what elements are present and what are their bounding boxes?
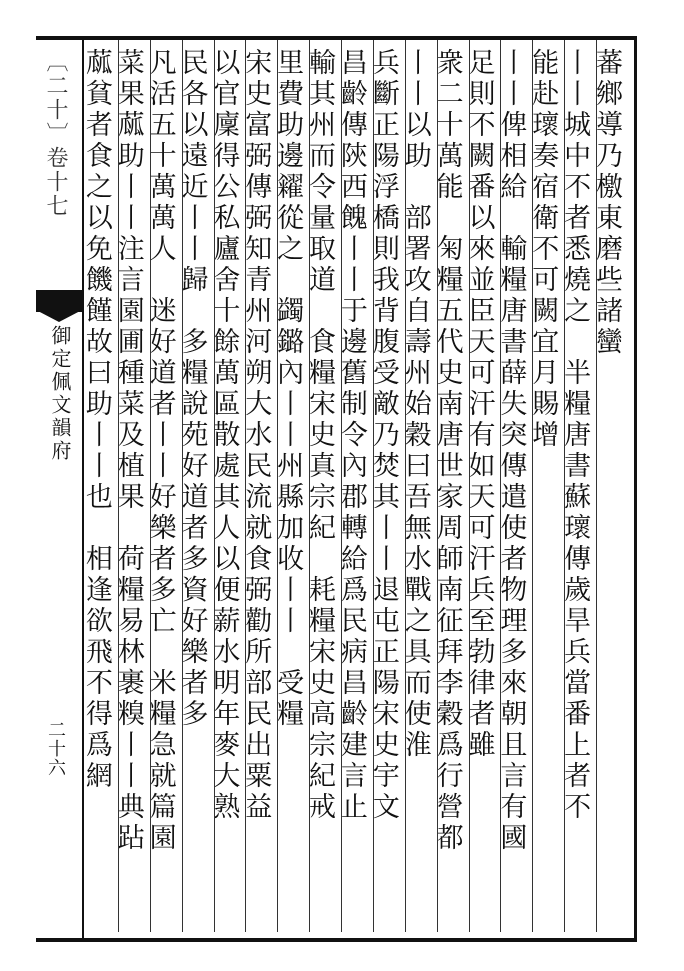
text-column: 宋史富弼傳弼知青州河朔大水民流就食弼勸所部民出粟益	[240, 48, 272, 823]
text-column: 輸其州而令量取道 食糧宋史真宗紀 耗糧宋史高宗紀戒	[304, 48, 336, 823]
text-column: 丨丨俾相給 輸糧唐書薛失突傳遣使者物理多來朝且言有國	[495, 48, 527, 854]
page-number: 二十六	[45, 720, 66, 777]
text-column: 足則不闕番以來並臣天可汗有如天可汗兵至勃律者雖	[463, 48, 495, 761]
text-column: 丨丨城中不者悉燒之 半糧唐書蘇瓌傳歲旱兵當番上者不	[559, 48, 591, 823]
column-rule	[309, 40, 310, 932]
text-column: 凡活五十萬萬人 迷好道者丨丨好樂者多亡 米糧急就篇園	[144, 48, 176, 854]
column-rule	[118, 40, 119, 932]
column-rule	[500, 40, 501, 932]
column-rule	[341, 40, 342, 932]
column-rule	[277, 40, 278, 932]
column-rule	[182, 40, 183, 932]
column-rule	[469, 40, 470, 932]
text-column: 民各以遠近丨丨歸 多糧說苑好道者多資好樂者多	[176, 48, 208, 730]
text-column: 丨丨以助 部署攻自壽州始穀曰吾無水戰之具而使淮	[399, 48, 431, 761]
text-column: 昌齡傳陝西餽丨丨于邊舊制令內郡轉給爲民病昌齡建言止	[335, 48, 367, 823]
text-column: 里費助邊糴從之 蠲鏴內丨丨州縣加收丨丨 受糧	[272, 48, 304, 730]
text-column: 蕃鄉導乃檄東磨些諸蠻	[590, 48, 622, 358]
text-column: 菜果蓏助丨丨注言園圃種菜及植果 荷糧易林裹糗丨丨典跕	[112, 48, 144, 854]
book-title: 御定佩文韻府	[48, 325, 72, 463]
text-column: 兵斷正陽浮橋則我背腹受敵乃焚其丨丨退屯正陽宋史宇文	[367, 48, 399, 823]
column-rule	[405, 40, 406, 932]
text-column: 能赴瓌奏宿衛不可闕宜月賜增	[527, 48, 559, 451]
text-column: 蓏貧者食之以免饑饉故曰助丨丨也 相逢欲飛不得爲網	[80, 48, 112, 792]
column-rule	[245, 40, 246, 932]
column-rule	[596, 40, 597, 932]
column-rule	[532, 40, 533, 932]
text-column: 衆二十萬能 匊糧五代史南唐世家周師南征拜李穀爲行營都	[431, 48, 463, 854]
column-rule	[564, 40, 565, 932]
column-rule	[437, 40, 438, 932]
text-column: 以官廩得公私廬舍十餘萬區散處其人以便薪水明年麥大熟	[208, 48, 240, 823]
column-rule	[214, 40, 215, 932]
column-rule	[373, 40, 374, 932]
edge-margin-text: 〔二十〕卷十七	[43, 50, 68, 218]
column-rule	[150, 40, 151, 932]
